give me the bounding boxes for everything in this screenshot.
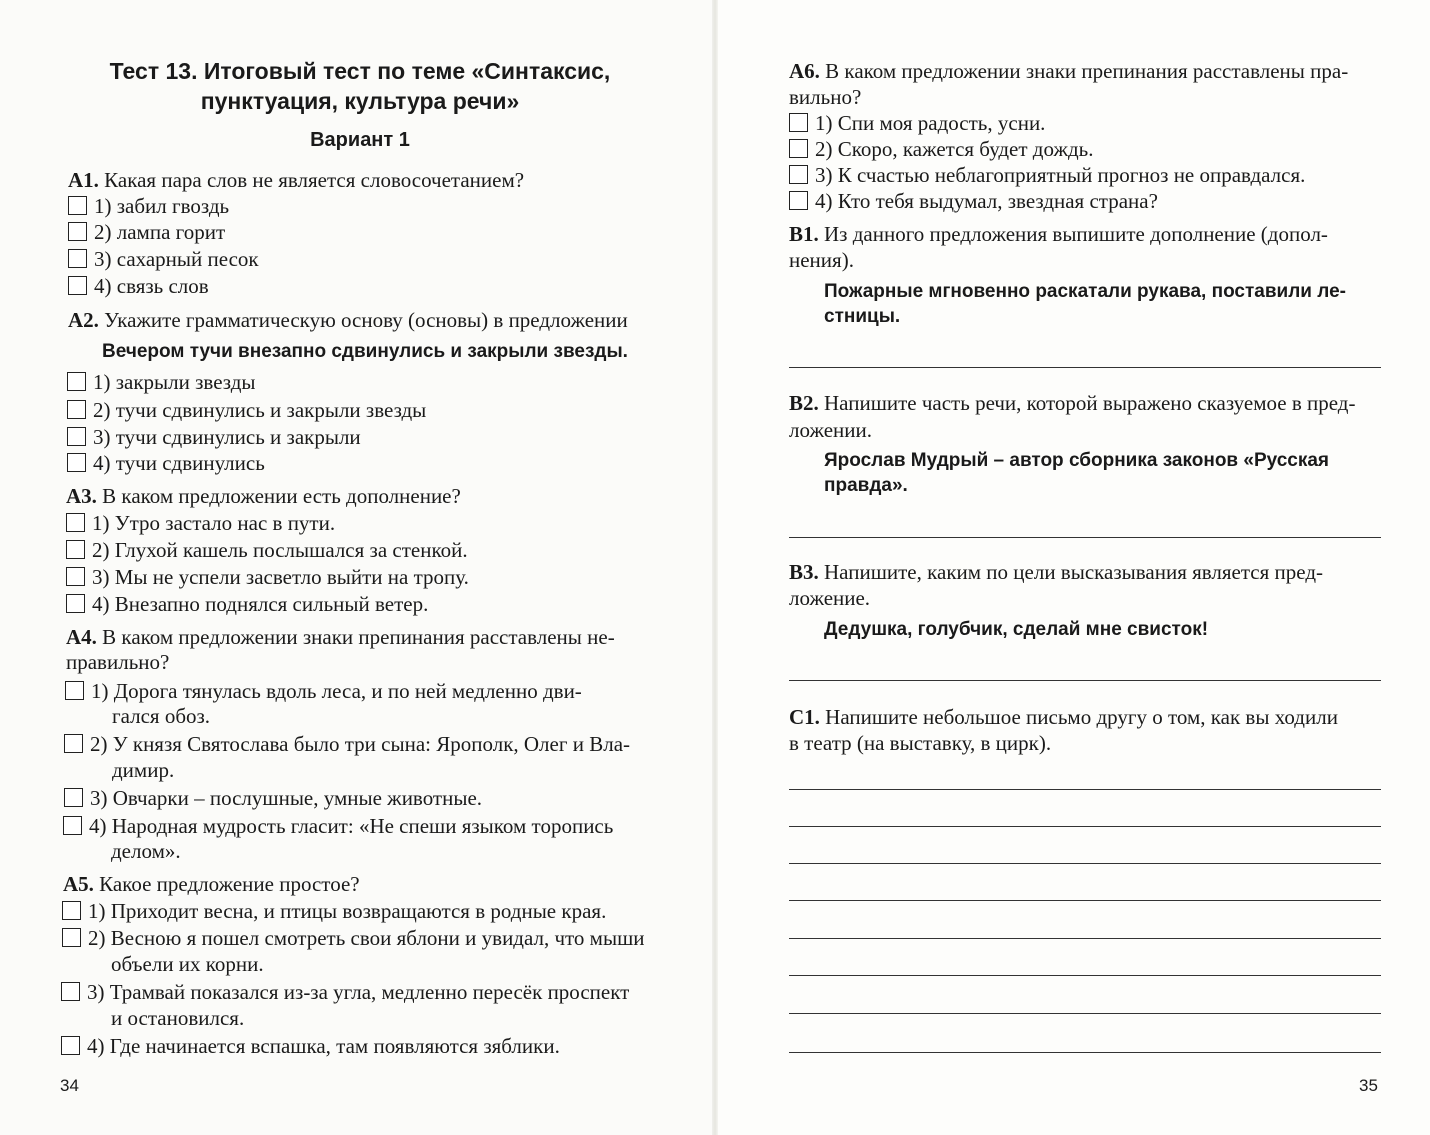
sentence-b3: Дедушка, голубчик, сделай мне свисток! [824, 619, 1209, 640]
sentence-b2-cont: правда». [824, 475, 908, 496]
option-a1-2: 2) лампа горит [94, 220, 226, 244]
checkbox-a6-4[interactable] [789, 191, 808, 210]
answer-line-c1[interactable] [789, 789, 1381, 790]
sentence-b2: Ярослав Мудрый – автор сборника законов «Русская [824, 450, 1330, 471]
test-title-line2: пунктуация, культура речи» [200, 88, 520, 114]
checkbox-a6-1[interactable] [789, 113, 808, 132]
option-a4-4-cont: делом». [111, 839, 181, 863]
checkbox-a1-4[interactable] [68, 276, 87, 295]
option-a2-2: 2) тучи сдвинулись и закрыли звезды [93, 398, 427, 422]
checkbox-a5-2[interactable] [62, 928, 81, 947]
option-a3-2: 2) Глухой кашель послышался за стенкой. [92, 538, 468, 562]
answer-line-b1[interactable] [789, 367, 1381, 368]
option-a4-1: 1) Дорога тянулась вдоль леса, и по ней медленно дви- [91, 679, 582, 703]
option-a5-3-cont: и остановился. [111, 1006, 245, 1030]
sentence-a2: Вечером тучи внезапно сдвинулись и закрыли звезды. [102, 341, 628, 362]
checkbox-a2-1[interactable] [67, 372, 86, 391]
option-a5-1: 1) Приходит весна, и птицы возвращаются в родные края. [88, 899, 607, 923]
question-b3-cont: ложение. [789, 586, 871, 610]
checkbox-a5-4[interactable] [61, 1036, 80, 1055]
option-a5-2-cont: объели их корни. [111, 952, 264, 976]
option-a3-1: 1) Утро застало нас в пути. [92, 511, 336, 535]
question-b1-cont: нения). [789, 248, 854, 272]
checkbox-a4-1[interactable] [65, 681, 84, 700]
question-a6-cont: вильно? [789, 85, 862, 109]
option-a4-2-cont: димир. [112, 758, 175, 782]
option-a2-1: 1) закрыли звезды [93, 370, 256, 394]
option-a3-3: 3) Мы не успели засветло выйти на тропу. [92, 565, 469, 589]
option-a6-1: 1) Спи моя радость, усни. [815, 111, 1046, 135]
checkbox-a1-2[interactable] [68, 222, 87, 241]
answer-line-c1[interactable] [789, 1013, 1381, 1014]
question-b2-cont: ложении. [789, 418, 872, 442]
question-a1: А1. Какая пара слов не является словосочетанием? [68, 168, 525, 192]
answer-line-c1[interactable] [789, 1052, 1381, 1053]
answer-line-c1[interactable] [789, 863, 1381, 864]
option-a2-3: 3) тучи сдвинулись и закрыли [93, 425, 361, 449]
checkbox-a2-2[interactable] [67, 400, 86, 419]
option-a1-3: 3) сахарный песок [94, 247, 259, 271]
option-a5-4: 4) Где начинается вспашка, там появляются зяблики. [87, 1034, 560, 1058]
option-a6-2: 2) Скоро, кажется будет дождь. [815, 137, 1094, 161]
checkbox-a3-1[interactable] [66, 513, 85, 532]
question-b2: В2. Напишите часть речи, которой выражено сказуемое в пред- [789, 391, 1356, 415]
answer-line-c1[interactable] [789, 900, 1381, 901]
answer-line-c1[interactable] [789, 938, 1381, 939]
checkbox-a5-3[interactable] [61, 982, 80, 1001]
checkbox-a6-3[interactable] [789, 165, 808, 184]
question-a4: А4. В каком предложении знаки препинания расставлены не- [66, 625, 615, 649]
sentence-b1: Пожарные мгновенно раскатали рукава, поставили ле- [824, 281, 1346, 302]
option-a1-4: 4) связь слов [94, 274, 209, 298]
option-a4-2: 2) У князя Святослава было три сына: Ярополк, Олег и Вла- [90, 732, 631, 756]
option-a1-1: 1) забил гвоздь [94, 194, 230, 218]
option-a6-3: 3) К счастью неблагоприятный прогноз не оправдался. [815, 163, 1306, 187]
test-title-line1: Тест 13. Итоговый тест по теме «Синтаксис, [109, 58, 611, 84]
option-a4-4: 4) Народная мудрость гласит: «Не спеши языком торопись [89, 814, 614, 838]
variant-label: Вариант 1 [310, 129, 410, 151]
option-a6-4: 4) Кто тебя выдумал, звездная страна? [815, 189, 1158, 213]
checkbox-a4-2[interactable] [64, 734, 83, 753]
answer-line-c1[interactable] [789, 826, 1381, 827]
checkbox-a3-2[interactable] [66, 540, 85, 559]
checkbox-a3-3[interactable] [66, 567, 85, 586]
checkbox-a4-4[interactable] [63, 816, 82, 835]
question-a2: А2. Укажите грамматическую основу (основы) в предложении [68, 308, 628, 332]
page-number-left: 34 [60, 1076, 79, 1095]
question-b3: В3. Напишите, каким по цели высказывания является пред- [789, 560, 1323, 584]
answer-line-b3[interactable] [789, 680, 1381, 681]
question-a3: А3. В каком предложении есть дополнение? [66, 484, 461, 508]
option-a5-2: 2) Весною я пошел смотреть свои яблони и увидал, что мыши [88, 926, 645, 950]
checkbox-a1-1[interactable] [68, 196, 87, 215]
checkbox-a5-1[interactable] [62, 901, 81, 920]
page-number-right: 35 [1359, 1076, 1378, 1095]
option-a5-3: 3) Трамвай показался из-за угла, медленно пересёк проспект [87, 980, 630, 1004]
page-gutter [712, 0, 718, 1135]
question-c1-cont: в театр (на выставку, в цирк). [789, 731, 1052, 755]
checkbox-a2-3[interactable] [67, 427, 86, 446]
option-a4-1-cont: гался обоз. [112, 704, 211, 728]
option-a4-3: 3) Овчарки – послушные, умные животные. [90, 786, 483, 810]
answer-line-c1[interactable] [789, 975, 1381, 976]
checkbox-a6-2[interactable] [789, 139, 808, 158]
checkbox-a2-4[interactable] [67, 453, 86, 472]
answer-line-b2[interactable] [789, 537, 1381, 538]
option-a3-4: 4) Внезапно поднялся сильный ветер. [92, 592, 429, 616]
question-b1: В1. Из данного предложения выпишите дополнение (допол- [789, 222, 1328, 246]
question-a5: А5. Какое предложение простое? [63, 872, 360, 896]
option-a2-4: 4) тучи сдвинулись [93, 451, 265, 475]
question-a4-cont: правильно? [66, 650, 170, 674]
checkbox-a3-4[interactable] [66, 594, 85, 613]
checkbox-a1-3[interactable] [68, 249, 87, 268]
sentence-b1-cont: стницы. [824, 306, 901, 327]
question-a6: А6. В каком предложении знаки препинания расставлены пра- [789, 59, 1349, 83]
checkbox-a4-3[interactable] [64, 788, 83, 807]
question-c1: С1. Напишите небольшое письмо другу о том, как вы ходили [789, 705, 1338, 729]
